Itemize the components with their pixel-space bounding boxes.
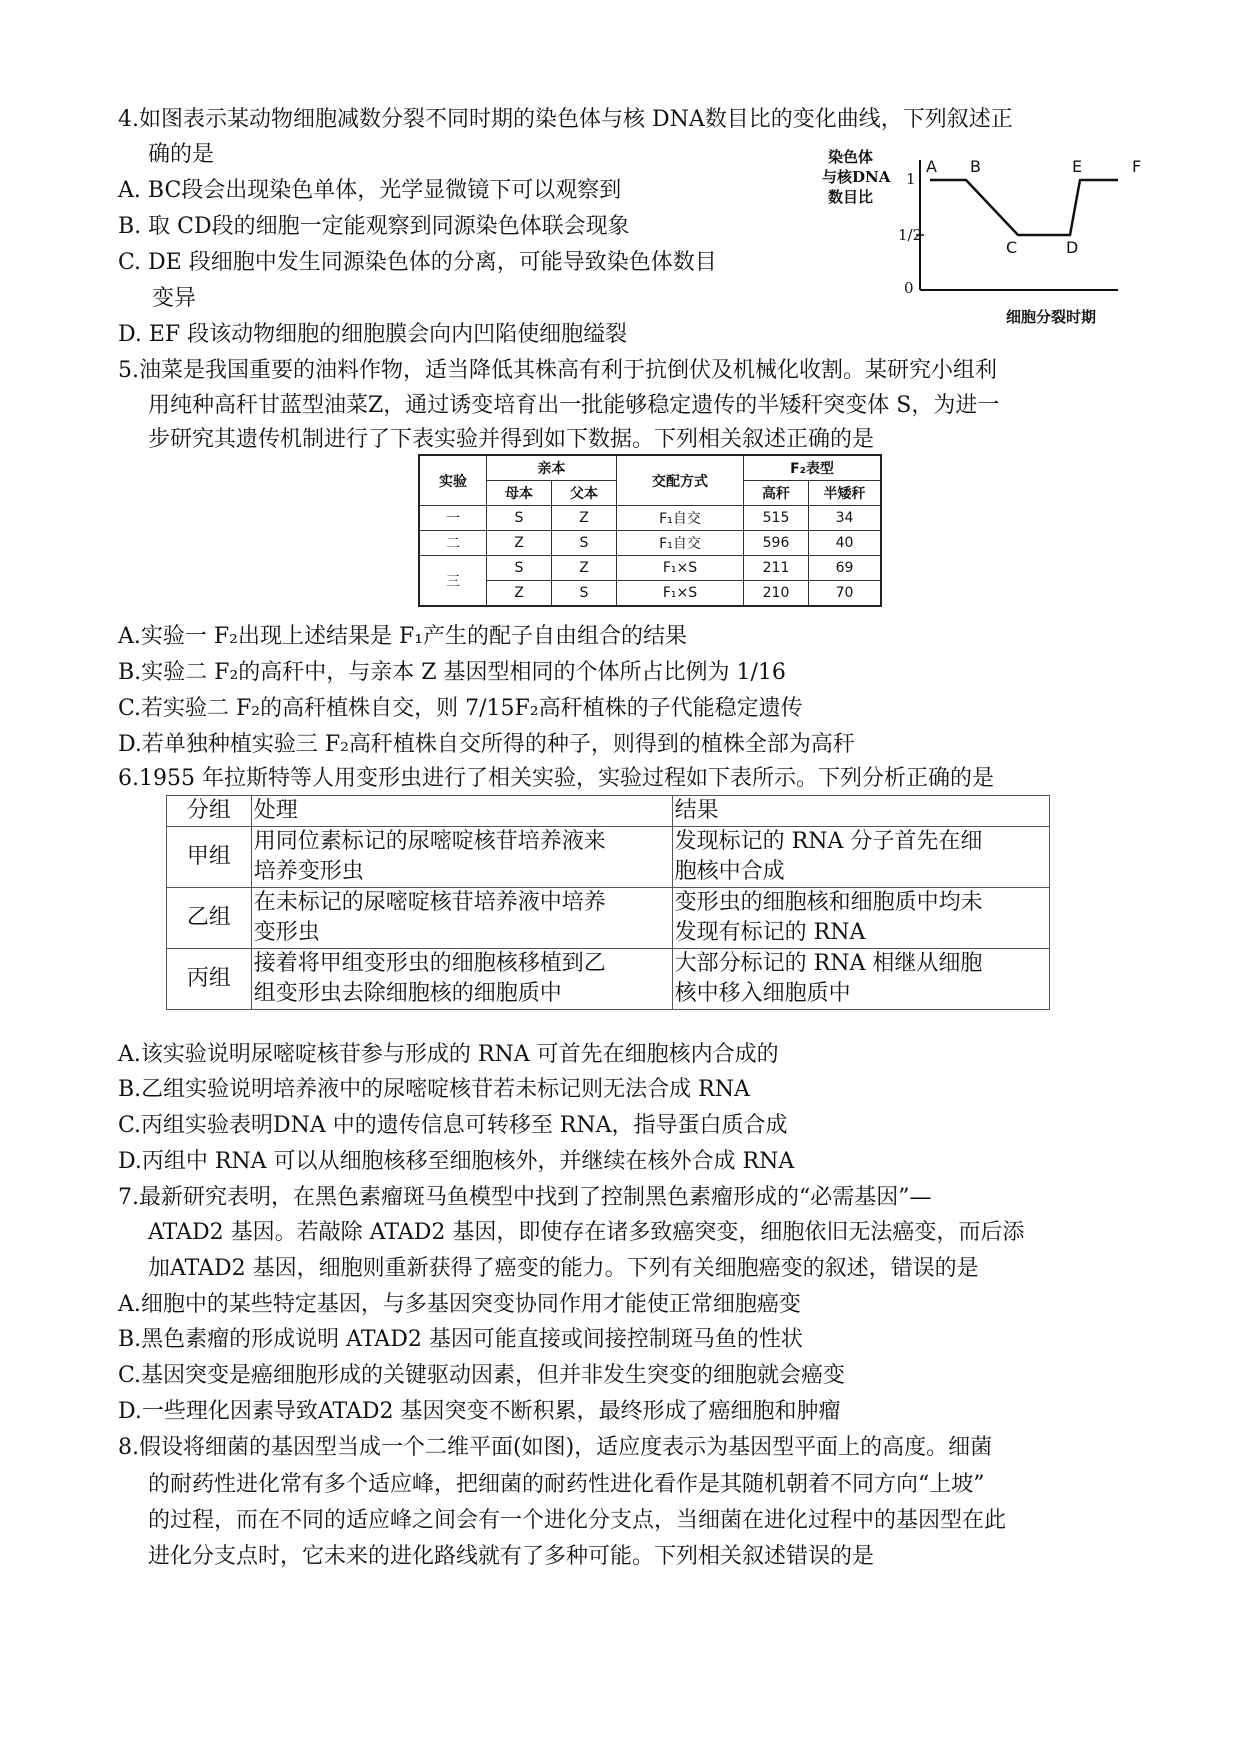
chart-point-label-d: D <box>1066 238 1079 257</box>
q5-th-tall: 高秆 <box>744 481 809 506</box>
q5-cell-tall: 210 <box>744 581 809 607</box>
q5-data-table <box>418 454 882 607</box>
q7-stem-line3: 加ATAD2 基因，细胞则重新获得了癌变的能力。下列有关细胞癌变的叙述，错误的是 <box>148 1256 979 1281</box>
q6-process-line: 用同位素标记的尿嘧啶核苷培养液来 <box>253 829 606 854</box>
chart-ytick-half: 1/2 <box>898 226 923 244</box>
q6-cell-result <box>672 827 1049 888</box>
table-row <box>167 888 1050 949</box>
q6-result-line: 发现有标记的 RNA <box>674 920 866 945</box>
q6-cell-result <box>672 888 1049 949</box>
table-row <box>419 556 881 581</box>
table-row <box>167 827 1050 888</box>
q6-option-c: C.丙组实验表明DNA 中的遗传信息可转移至 RNA，指导蛋白质合成 <box>118 1113 788 1138</box>
q6-cell-process <box>251 949 672 1010</box>
q5-cell-father: S <box>552 581 617 607</box>
q6-cell-group: 甲组 <box>167 827 252 888</box>
q5-stem-line3: 步研究其遗传机制进行了下表实验并得到如下数据。下列相关叙述正确的是 <box>148 427 875 452</box>
q5-th-experiment: 实验 <box>419 455 487 506</box>
q5-stem-line2: 用纯种高秆甘蓝型油菜Z，通过诱变培育出一批能够稳定遗传的半矮秆突变体 S，为进一 <box>148 393 1000 418</box>
q5-th-father: 父本 <box>552 481 617 506</box>
q5-option-d: D.若单独种植实验三 F₂高秆植株自交所得的种子，则得到的植株全部为高秆 <box>118 732 855 757</box>
q6-result-line: 变形虫的细胞核和细胞质中均未 <box>674 890 983 915</box>
q5-cell-semi: 40 <box>809 531 882 556</box>
q5-th-phenotype: F₂表型 <box>744 455 882 481</box>
q5-cell-father: Z <box>552 506 617 531</box>
q6-result-line: 核中移入细胞质中 <box>674 981 851 1006</box>
chart-ratio-curve <box>930 180 1118 235</box>
q5-cell-mating: F₁×S <box>617 581 744 607</box>
q4-option-c-cont: 变异 <box>152 286 197 311</box>
q6-option-a: A.该实验说明尿嘧啶核苷参与形成的 RNA 可首先在细胞核内合成的 <box>118 1042 779 1067</box>
q5-th-mating: 交配方式 <box>617 455 744 506</box>
chromosome-dna-ratio-chart <box>818 140 1148 336</box>
chart-point-label-f: F <box>1132 157 1142 176</box>
q5-cell-father: Z <box>552 556 617 581</box>
chart-point-label-a: A <box>926 157 937 176</box>
chart-ylabel-3: 数目比 <box>828 188 874 206</box>
chart-xlabel: 细胞分裂时期 <box>1006 308 1097 326</box>
q5-cell-exp: 三 <box>419 556 487 607</box>
q5-cell-semi: 34 <box>809 506 882 531</box>
q6-stem: 6.1955 年拉斯特等人用变形虫进行了相关实验，实验过程如下表所示。下列分析正确的是 <box>118 766 994 791</box>
q5-cell-mother: Z <box>487 581 552 607</box>
table-row <box>167 949 1050 1010</box>
q8-stem-line3: 的过程，而在不同的适应峰之间会有一个进化分支点，当细菌在进化过程中的基因型在此 <box>148 1508 1007 1533</box>
chart-ytick-0: 0 <box>904 279 914 297</box>
q6-result-line: 大部分标记的 RNA 相继从细胞 <box>674 951 983 976</box>
q7-stem-line1: 7.最新研究表明，在黑色素瘤斑马鱼模型中找到了控制黑色素瘤形成的“必需基因”— <box>118 1185 932 1210</box>
q6-cell-group: 丙组 <box>167 949 252 1010</box>
q4-stem-line2: 确的是 <box>148 142 215 167</box>
q6-option-d: D.丙组中 RNA 可以从细胞核移至细胞核外，并继续在核外合成 RNA <box>118 1149 795 1174</box>
q5-option-a: A.实验一 F₂出现上述结果是 F₁产生的配子自由组合的结果 <box>118 624 688 649</box>
q5-cell-semi: 69 <box>809 556 882 581</box>
q5-th-parents: 亲本 <box>487 455 617 481</box>
q7-option-a: A.细胞中的某些特定基因，与多基因突变协同作用才能使正常细胞癌变 <box>118 1292 801 1317</box>
q6-process-line: 组变形虫去除细胞核的细胞质中 <box>253 981 562 1006</box>
q7-option-c: C.基因突变是癌细胞形成的关键驱动因素，但并非发生突变的细胞就会癌变 <box>118 1363 846 1388</box>
q5-cell-mating: F₁自交 <box>617 506 744 531</box>
table-row <box>419 506 881 531</box>
q6-result-line: 胞核中合成 <box>674 859 785 884</box>
q5-cell-mating: F₁自交 <box>617 531 744 556</box>
q5-cell-exp: 二 <box>419 531 487 556</box>
q6-process-line: 在未标记的尿嘧啶核苷培养液中培养 <box>253 890 606 915</box>
q6-process-line: 接着将甲组变形虫的细胞核移植到乙 <box>253 951 606 976</box>
q6-cell-process <box>251 827 672 888</box>
q5-option-b: B.实验二 F₂的高秆中，与亲本 Z 基因型相同的个体所占比例为 1/16 <box>118 660 786 685</box>
chart-point-label-b: B <box>970 157 981 176</box>
q5-cell-mating: F₁×S <box>617 556 744 581</box>
q5-cell-father: S <box>552 531 617 556</box>
chart-point-label-e: E <box>1072 157 1083 176</box>
q6-result-line: 发现标记的 RNA 分子首先在细 <box>674 829 983 854</box>
q8-stem-line2: 的耐药性进化常有多个适应峰，把细菌的耐药性进化看作是其随机朝着不同方向“上坡” <box>148 1472 985 1497</box>
q5-cell-mother: S <box>487 506 552 531</box>
chart-ylabel-2: 与核DNA <box>822 168 891 186</box>
q4-stem-line1: 4.如图表示某动物细胞减数分裂不同时期的染色体与核 DNA数目比的变化曲线，下列叙述正 <box>118 107 1013 132</box>
q6-th-process: 处理 <box>251 796 672 827</box>
q6-experiment-table <box>166 795 1050 1010</box>
q8-stem-line1: 8.假设将细菌的基因型当成一个二维平面(如图)，适应度表示为基因型平面上的高度。细菌 <box>118 1435 993 1460</box>
q5-cell-tall: 596 <box>744 531 809 556</box>
table-row <box>419 581 881 607</box>
q5-cell-semi: 70 <box>809 581 882 607</box>
chart-ylabel-1: 染色体 <box>828 148 874 166</box>
q5-stem-line1: 5.油菜是我国重要的油料作物，适当降低其株高有利于抗倒伏及机械化收割。某研究小组利 <box>118 358 997 383</box>
q6-th-result: 结果 <box>672 796 1049 827</box>
q6-cell-group: 乙组 <box>167 888 252 949</box>
q7-option-d: D.一些理化因素导致ATAD2 基因突变不断积累，最终形成了癌细胞和肿瘤 <box>118 1399 841 1424</box>
q5-cell-mother: S <box>487 556 552 581</box>
q8-stem-line4: 进化分支点时，它未来的进化路线就有了多种可能。下列相关叙述错误的是 <box>148 1544 875 1569</box>
q4-option-c: C. DE 段细胞中发生同源染色体的分离，可能导致染色体数目 <box>118 250 717 275</box>
q7-option-b: B.黑色素瘤的形成说明 ATAD2 基因可能直接或间接控制斑马鱼的性状 <box>118 1327 803 1352</box>
chart-point-label-c: C <box>1006 238 1018 257</box>
q4-option-b: B. 取 CD段的细胞一定能观察到同源染色体联会现象 <box>118 214 630 239</box>
table-row <box>419 531 881 556</box>
q5-cell-mother: Z <box>487 531 552 556</box>
q6-option-b: B.乙组实验说明培养液中的尿嘧啶核苷若未标记则无法合成 RNA <box>118 1077 750 1102</box>
q6-cell-process <box>251 888 672 949</box>
q7-stem-line2: ATAD2 基因。若敲除 ATAD2 基因，即使存在诸多致癌突变，细胞依旧无法癌变，而后添 <box>148 1220 1025 1245</box>
q6-process-line: 变形虫 <box>253 920 320 945</box>
q6-process-line: 培养变形虫 <box>253 859 364 884</box>
q6-th-group: 分组 <box>167 796 252 827</box>
q4-option-a: A. BC段会出现染色单体，光学显微镜下可以观察到 <box>118 178 622 203</box>
chart-ytick-1: 1 <box>906 170 916 188</box>
q5-th-semidwarf: 半矮秆 <box>809 481 882 506</box>
q5-option-c: C.若实验二 F₂的高秆植株自交，则 7/15F₂高秆植株的子代能稳定遗传 <box>118 696 803 721</box>
q5-cell-exp: 一 <box>419 506 487 531</box>
q6-cell-result <box>672 949 1049 1010</box>
q4-option-d: D. EF 段该动物细胞的细胞膜会向内凹陷使细胞缢裂 <box>118 322 628 347</box>
q5-cell-tall: 515 <box>744 506 809 531</box>
q5-th-mother: 母本 <box>487 481 552 506</box>
q5-cell-tall: 211 <box>744 556 809 581</box>
